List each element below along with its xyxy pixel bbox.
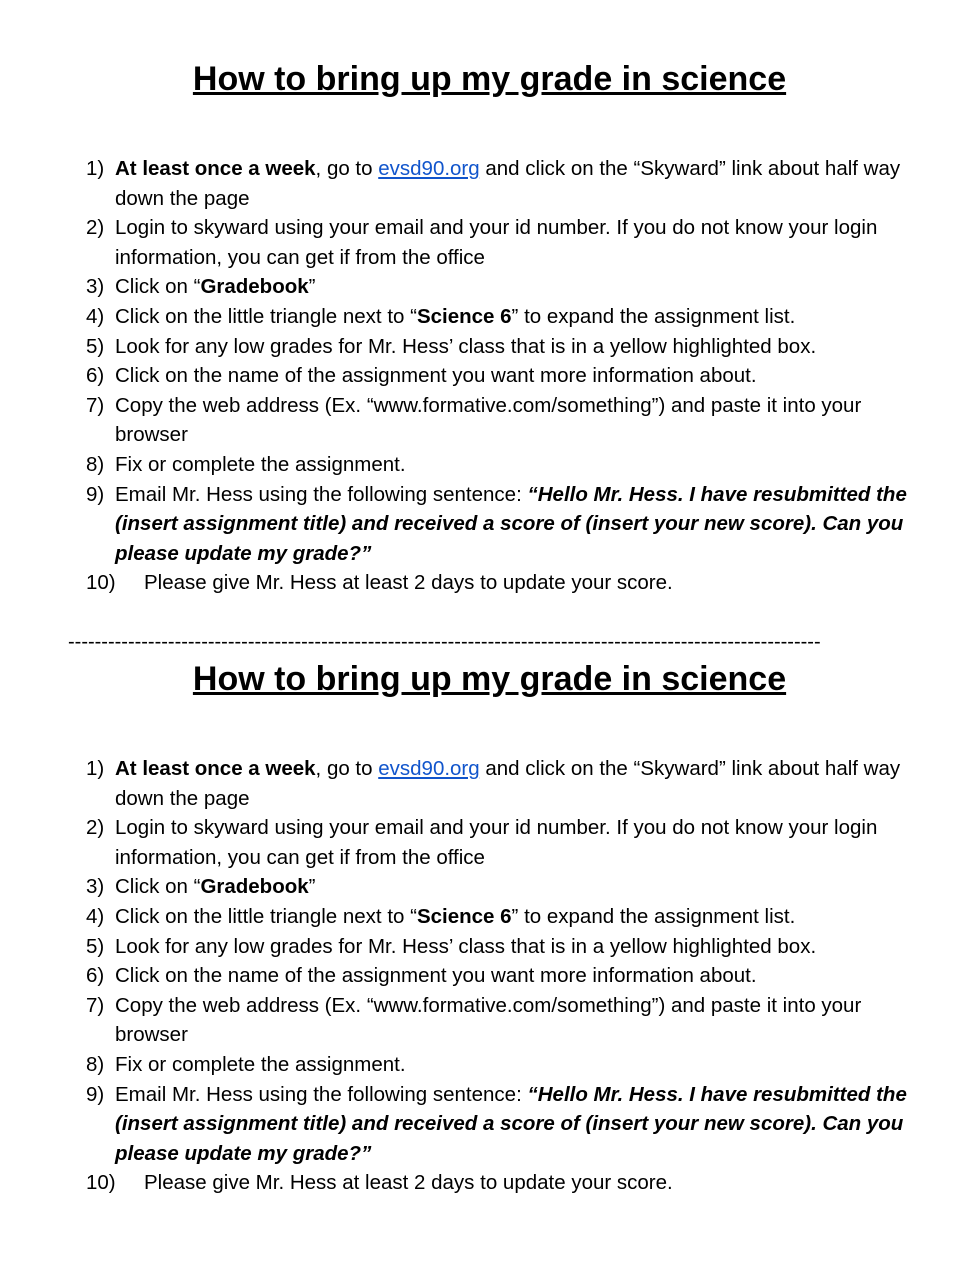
step-number: 1) [86,757,105,780]
step-number: 2) [86,816,105,840]
step-number: 9) [86,1082,105,1106]
step-emphasis: At least once a week [115,757,316,780]
evsd90-link[interactable]: evsd90.org [378,157,480,180]
list-item: 3) Click on “Gradebook” [86,872,916,902]
step-number: 7) [86,993,105,1017]
step-text: Please give Mr. Hess at least 2 days to update your score. [144,571,673,595]
step-number: 8) [86,452,105,476]
page-title: How to bring up my grade in science [192,660,787,698]
step-text: Look for any low grades for Mr. Hess’ class that is in a yellow highlighted box. [115,334,817,358]
evsd90-link[interactable]: evsd90.org [378,757,480,780]
cut-line-divider: ----------------------------------------------------------------------------------------------------------------- [68,631,821,653]
step-number: 1) [86,157,105,180]
list-item [86,213,916,272]
list-item [86,568,916,598]
email-sentence: “Hello Mr. Hess. I have resubmitted the (insert assignment title) and received a score of (insert your new score). Can you please update my grade?” [115,1082,907,1165]
step-emphasis: Gradebook [200,275,309,299]
step-text: Please give Mr. Hess at least 2 days to update your score. [144,1171,673,1195]
step-text: Copy the web address (Ex. “www.formative.com/something”) and paste it into your browser [115,993,862,1047]
step-text: Login to skyward using your email and your id number. If you do not know your login information, you can get if from the office [115,216,878,269]
step-number: 7) [86,393,105,417]
page-title: How to bring up my grade in science [192,60,787,98]
steps-list [86,154,916,598]
step-number: 10) [86,1171,116,1195]
step-emphasis: Science 6 [416,304,512,328]
list-item [86,391,916,450]
list-item [86,450,916,480]
list-item [86,813,916,872]
step-emphasis: Science 6 [416,904,512,928]
step-text: Click on the name of the assignment you want more information about. [115,364,757,388]
step-text: Click on the name of the assignment you want more information about. [115,964,757,988]
list-item [86,991,916,1050]
step-number: 9) [86,482,105,506]
list-item: 9) Email Mr. Hess using the following sentence: “Hello Mr. Hess. I have resubmitted the (insert assignment title) and received a score of (insert your new score). Can you please update my grade?” [86,480,916,569]
list-item: 1) At least once a week, go to evsd90.org and click on the “Skyward” link about half way down the page [86,154,916,213]
step-number: 4) [86,304,105,328]
step-text: Login to skyward using your email and your id number. If you do not know your login information, you can get if from the office [115,816,878,869]
list-item [86,1050,916,1080]
step-number: 6) [86,364,105,388]
list-item [86,932,916,962]
step-number: 3) [86,875,105,899]
step-text: Copy the web address (Ex. “www.formative.com/something”) and paste it into your browser [115,393,862,447]
list-item: 9) Email Mr. Hess using the following sentence: “Hello Mr. Hess. I have resubmitted the (insert assignment title) and received a score of (insert your new score). Can you please update my grade?” [86,1080,916,1169]
step-number: 3) [86,275,105,299]
email-sentence: “Hello Mr. Hess. I have resubmitted the (insert assignment title) and received a score of (insert your new score). Can you please update my grade?” [115,482,907,565]
list-item [86,332,916,362]
step-text: Look for any low grades for Mr. Hess’ class that is in a yellow highlighted box. [115,934,817,958]
steps-list [86,754,916,1198]
step-number: 5) [86,334,105,358]
step-number: 10) [86,571,116,595]
step-emphasis: Gradebook [200,875,309,899]
list-item: 3) Click on “Gradebook” [86,272,916,302]
step-text: Fix or complete the assignment. [115,452,406,476]
list-item: 1) At least once a week, go to evsd90.org and click on the “Skyward” link about half way down the page [86,754,916,813]
step-emphasis: At least once a week [115,157,316,180]
step-number: 8) [86,1052,105,1076]
step-number: 4) [86,904,105,928]
step-number: 2) [86,216,105,240]
list-item [86,961,916,991]
list-item [86,361,916,391]
step-number: 6) [86,964,105,988]
list-item: 4) Click on the little triangle next to “Science 6” to expand the assignment list. [86,302,916,332]
step-text: Fix or complete the assignment. [115,1052,406,1076]
list-item [86,1168,916,1198]
step-number: 5) [86,934,105,958]
list-item: 4) Click on the little triangle next to “Science 6” to expand the assignment list. [86,902,916,932]
